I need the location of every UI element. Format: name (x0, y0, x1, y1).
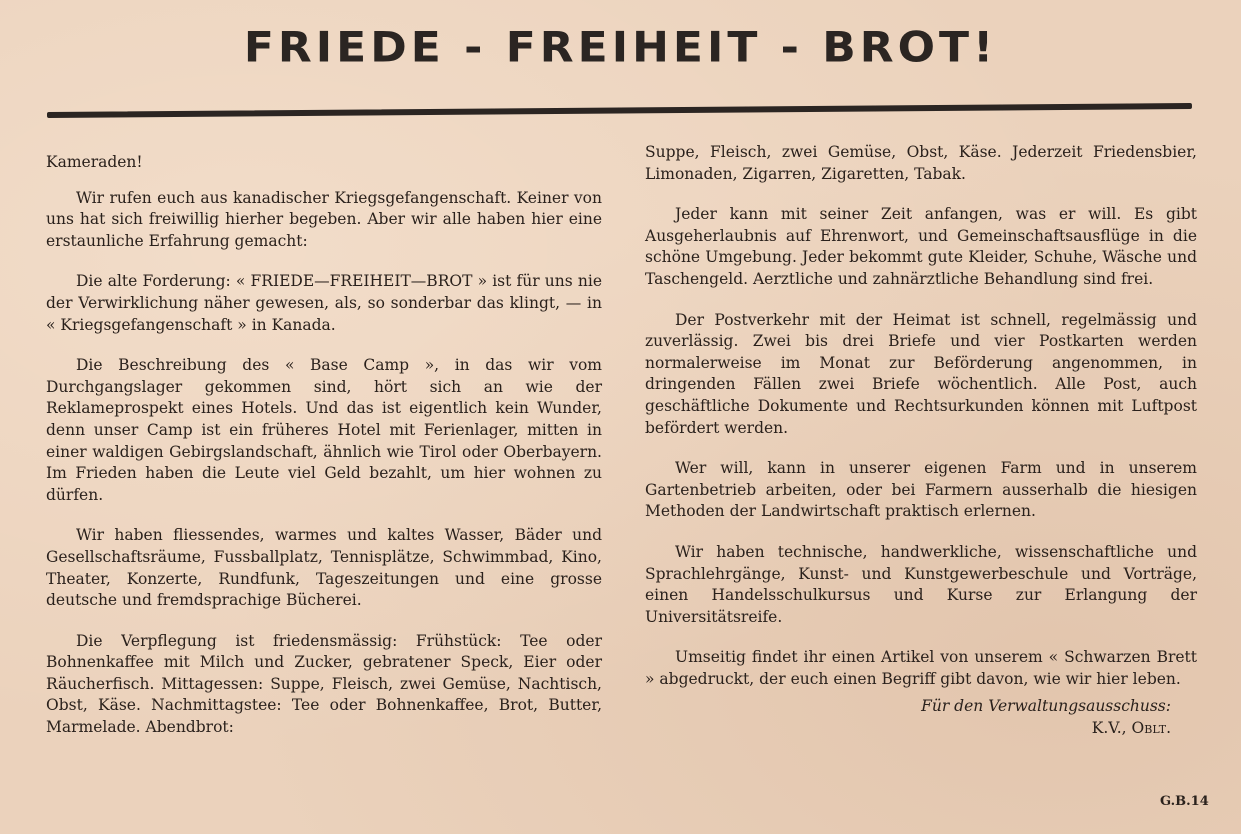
paragraph: Wir haben technische, handwerkliche, wissenschaftliche und Sprachlehrgänge, Kunst- und Kunstgewerbeschule und Vorträge, einen Handelsschulkursus und Kurse zur Erlangung der Universitätsreife. (645, 542, 1197, 626)
signature-name: K.V., (1091, 719, 1127, 738)
signature-rank: Oblt. (1131, 719, 1171, 738)
headline: FRIEDE - FREIHEIT - BROT! (243, 23, 998, 72)
signature-block (645, 718, 1197, 740)
paragraph: Die Verpflegung ist friedensmässig: Frühstück: Tee oder Bohnenkaffee mit Milch und Zucker, gebratener Speck, Eier oder Räucherfisch. Mittagessen: Suppe, Fleisch, zwei Gemüse, Nachtisch, Obst, Käse. Nachmittagstee: Tee oder Bohnenkaffee, Brot, Butter, Marmelade. Abendbrot: (46, 631, 602, 737)
print-code: G.B.14 (1160, 794, 1209, 809)
paragraph: Jeder kann mit seiner Zeit anfangen, was er will. Es gibt Ausgeherlaubnis auf Ehrenwort, und Gemeinschaftsausflüge in die schöne Umgebung. Jeder bekommt gute Kleider, Schuhe, Wäsche und Taschengeld. Aerztliche und zahnärztliche Behandlung sind frei. (645, 205, 1197, 288)
header-rule (47, 103, 1192, 118)
paragraph: Der Postverkehr mit der Heimat ist schnell, regelmässig und zuverlässig. Zwei bis drei Briefe und vier Postkarten werden normalerweise im Monat zur Beförderung angenommen, in dringenden Fällen zwei Briefe wöchentlich. Alle Post, auch geschäftliche Dokumente und Rechtsurkunden können mit Luftpost befördert werden. (645, 310, 1197, 437)
paragraph: Wir rufen euch aus kanadischer Kriegsgefangenschaft. Keiner von uns hat sich freiwillig hierher begeben. Aber wir alle haben hier eine erstaunliche Erfahrung gemacht: (46, 188, 602, 250)
paragraph: Wir haben fliessendes, warmes und kaltes Wasser, Bäder und Gesellschaftsräume, Fussballplatz, Tennisplätze, Schwimmbad, Kino, Theater, Konzerte, Rundfunk, Tageszeitungen und eine grosse deutsche und fremdsprachige Bücherei. (46, 526, 602, 610)
paragraph: Die alte Forderung: « FRIEDE—FREIHEIT—BROT » ist für uns nie der Verwirklichung näher gewesen, als, so sonderbar das klingt, — in « Kriegsgefangenschaft » in Kanada. (46, 272, 602, 334)
greeting: Kameraden! (46, 153, 143, 171)
left-column (46, 152, 602, 758)
paragraph: Wer will, kann in unserer eigenen Farm und in unserem Gartenbetrieb arbeiten, oder bei Farmern ausserhalb die hiesigen Methoden der Landwirtschaft praktisch erlernen. (645, 459, 1197, 521)
signature-line: Für den Verwaltungsausschuss: (921, 697, 1171, 716)
right-column (645, 142, 1197, 740)
paragraph-continuation: Suppe, Fleisch, zwei Gemüse, Obst, Käse. Jederzeit Friedensbier, Limonaden, Zigarren, Zigaretten, Tabak. (645, 143, 1197, 183)
paragraph: Die Beschreibung des « Base Camp », in das wir vom Durchgangslager gekommen sind, hört sich an wie der Reklameprospekt eines Hotels. Und das ist eigentlich kein Wunder, denn unser Camp ist ein früheres Hotel mit Ferienlager, mitten in einer waldigen Gebirgslandschaft, ähnlich wie Tirol oder Oberbayern. Im Frieden haben die Leute viel Geld bezahlt, um hier wohnen zu dürfen. (46, 356, 602, 504)
paragraph: Umseitig findet ihr einen Artikel von unserem « Schwarzen Brett » abgedruckt, der euch einen Begriff gibt davon, wie wir hier leben. (645, 648, 1197, 688)
